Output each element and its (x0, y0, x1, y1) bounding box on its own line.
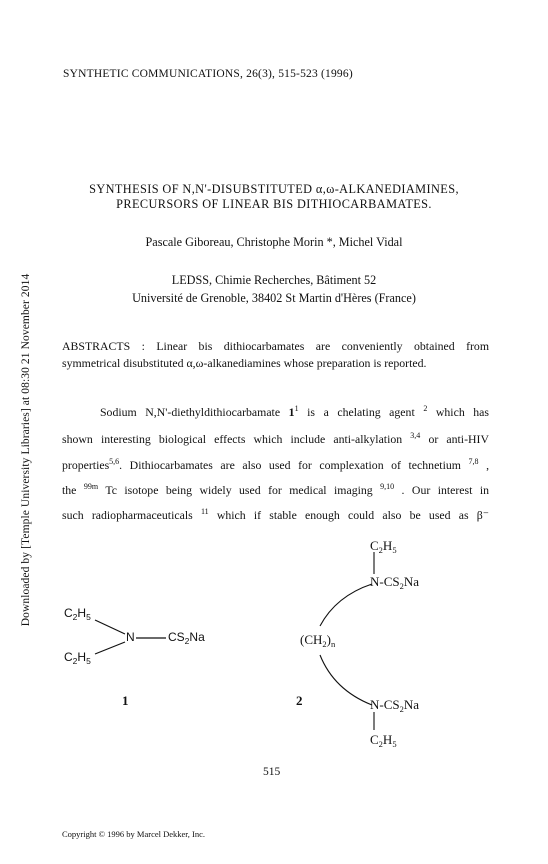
body-line4: the $^{99m}$ Tc isotope being widely used for medical imaging $^{9,10}$ . Our interest in (62, 482, 490, 497)
s2-top-ethyl: $C_2H_5$ (370, 538, 397, 555)
page-number: 515 (263, 766, 281, 778)
compound-label-2: 2 (296, 693, 303, 708)
body-line1: Sodium N,N'-diethyldithiocarbamate $1^1$ is a chelating agent $^2$ which has (100, 404, 490, 419)
journal-header: SYNTHETIC COMMUNICATIONS, 26(3), 515-523 (1996) (63, 68, 353, 80)
abstract-line2: symmetrical disubstituted α,ω-alkanediamines whose preparation is reported. (62, 356, 427, 370)
affiliation-line2: Université de Grenoble, 38402 St Martin d'Hères (France) (132, 291, 416, 305)
body-line5: such radiopharmaceuticals $^{11}$ which if stable enough could also be used as β⁻ (62, 507, 490, 522)
bond-ethyl-top (95, 620, 125, 634)
bond-arc-bottom (320, 655, 372, 705)
s1-dithiocarbamate-group: $CS_2Na$ (168, 630, 205, 646)
article-title-line2: PRECURSORS OF LINEAR BIS DITHIOCARBAMATES. (116, 197, 432, 211)
compound-ref-1: 1 (288, 405, 295, 419)
compound-label-1: 1 (122, 693, 129, 708)
s1-nitrogen: N (126, 630, 135, 644)
download-stamp: Downloaded by [Temple University Libraries] at 08:30 21 November 2014 (20, 273, 32, 627)
bond-ethyl-bottom (95, 642, 125, 654)
s2-top-dithiocarbamate: $N-CS_2Na$ (370, 574, 420, 591)
copyright-notice: Copyright © 1996 by Marcel Dekker, Inc. (62, 829, 206, 839)
s2-bottom-dithiocarbamate: $N-CS_2Na$ (370, 697, 420, 714)
abstract-line1: ABSTRACTS : Linear bis dithiocarbamates are conveniently obtained from (62, 339, 489, 353)
body-line3: properties$^{5,6}$. Dithiocarbamates are also used for complexation of technetium $^{7,8}$ , (62, 457, 490, 472)
body-line2: shown interesting biological effects which include anti-alkylation $^{3,4}$ or anti-HIV (62, 431, 489, 446)
s1-ethyl-top: $C_2H_5$ (64, 606, 91, 622)
s2-methylene-chain: $(CH_2)_n$ (300, 632, 336, 649)
s2-bottom-ethyl: $C_2H_5$ (370, 732, 397, 749)
s1-ethyl-bottom: $C_2H_5$ (64, 650, 91, 666)
authors: Pascale Giboreau, Christophe Morin *, Michel Vidal (145, 235, 403, 249)
article-title-line1: SYNTHESIS OF N,N'-DISUBSTITUTED α,ω-ALKANEDIAMINES, (89, 182, 459, 196)
affiliation-line1: LEDSS, Chimie Recherches, Bâtiment 52 (171, 273, 377, 287)
bond-arc-top (320, 584, 372, 626)
